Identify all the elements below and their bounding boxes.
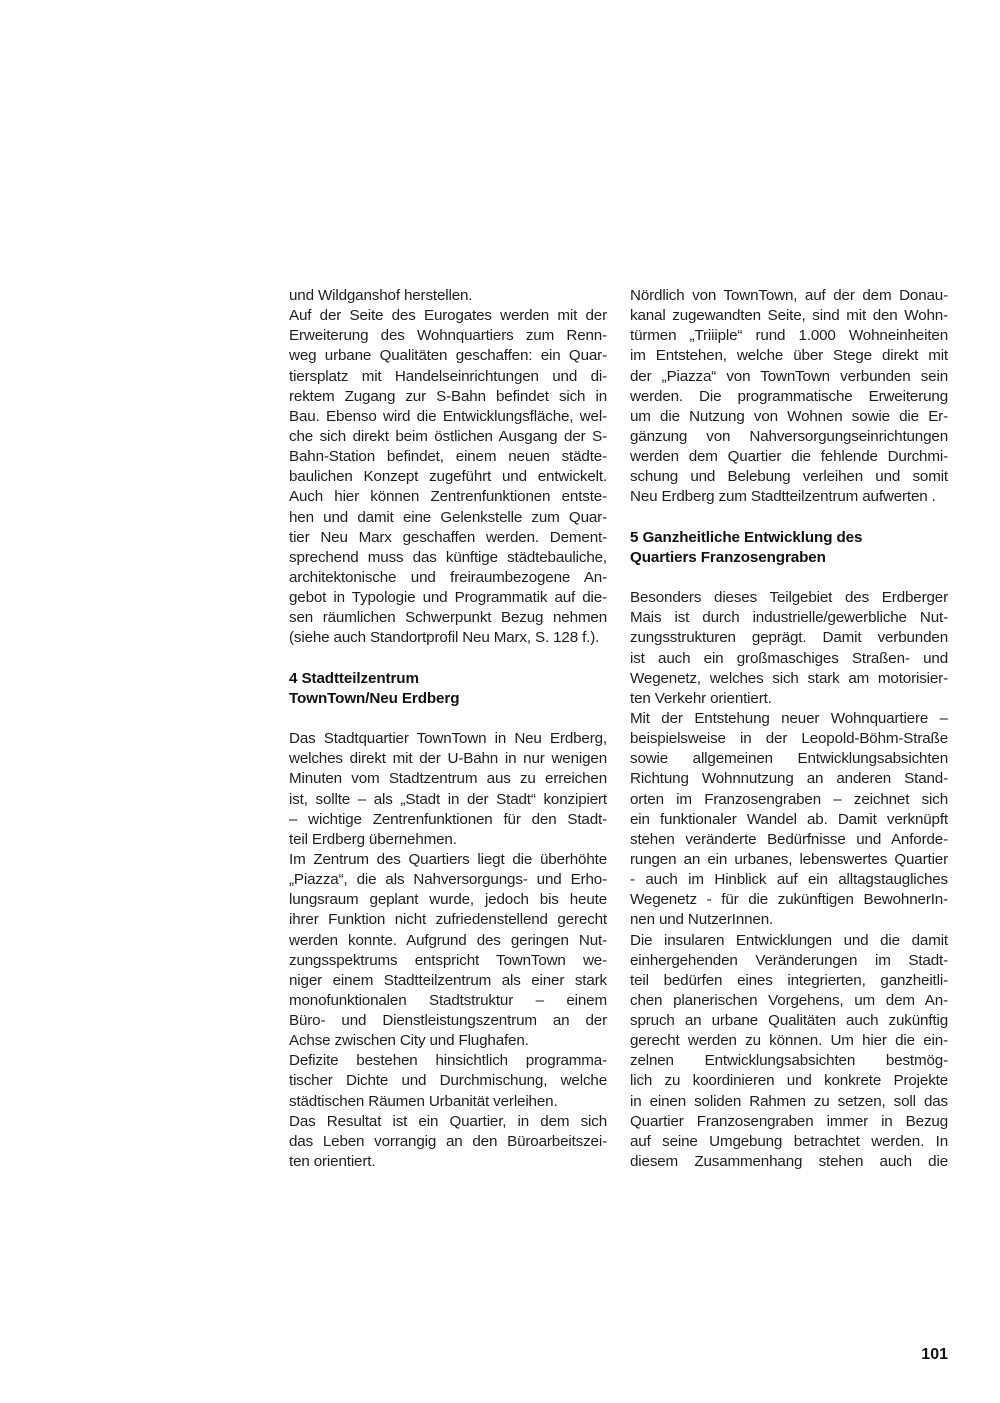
text-line: sen räumlichen Schwerpunkt Bezug nehmen [289, 609, 607, 627]
text-line: Nördlich von TownTown, auf der dem Donau- [630, 287, 948, 304]
section-4-heading [289, 669, 607, 709]
text-line: gebot in Typologie und Programmatik auf die- [289, 589, 607, 607]
text-line: Auf der Seite des Eurogates werden mit der [289, 307, 607, 325]
text-line: ten orientiert. [289, 1153, 376, 1171]
text-line: hen und damit eine Gelenkstelle zum Quar- [289, 508, 607, 526]
spacer [289, 649, 607, 669]
text-line: Wegenetz - für die zukünftigen BewohnerIn- [630, 891, 948, 909]
spacer [630, 568, 948, 588]
text-line: rungen an ein urbanes, lebenswertes Quartier [630, 850, 948, 868]
text-line: ihrer Funktion nicht zufriedenstellend gerecht [289, 911, 607, 929]
text-line: stehen veränderte Bedürfnisse und Anforde- [630, 830, 948, 848]
text-line: che sich direkt beim östlichen Ausgang der S- [289, 427, 607, 445]
text-line: werden. Die programmatische Erweiterung [630, 387, 948, 405]
heading-line: 4 Stadtteilzentrum [289, 669, 419, 687]
text-line: einhergehenden Veränderungen im Stadt- [630, 951, 948, 969]
text-line: „Piazza“, die als Nahversorgungs- und Erho- [289, 871, 607, 889]
text-line: sprechend muss das künftige städtebauliche, [289, 548, 607, 566]
text-line: werden konnte. Aufgrund des geringen Nut- [289, 931, 607, 949]
intro-paragraph-right [630, 286, 948, 508]
text-line: ist, sollte – als „Stadt in der Stadt“ konzipiert [289, 790, 607, 808]
section-4-body [289, 729, 607, 1172]
page-number: 101 [921, 1346, 948, 1363]
text-line: welches direkt mit der U-Bahn in nur wenigen [289, 750, 607, 768]
heading-line: TownTown/Neu Erdberg [289, 689, 460, 707]
text-line: auf seine Umgebung betrachtet werden. In [630, 1132, 948, 1150]
text-line: sowie allgemeinen Entwicklungsabsichten [630, 750, 948, 768]
text-line: Bau. Ebenso wird die Entwicklungsfläche, wel- [289, 407, 607, 425]
text-line: beispielsweise in der Leopold-Böhm-Straße [630, 730, 948, 748]
text-line: kanal zugewandten Seite, sind mit den Wohn- [630, 307, 948, 325]
text-line: weg urbane Qualitäten geschaffen: ein Quar- [289, 347, 607, 365]
text-line: gerecht werden zu können. Um hier die ein- [630, 1032, 948, 1050]
text-line: der „Piazza“ von TownTown verbunden sein [630, 367, 948, 385]
text-line: orten im Franzosengraben – zeichnet sich [630, 790, 948, 808]
text-line: zelnen Entwicklungsabsichten bestmög- [630, 1052, 948, 1070]
text-line: Bahn-Station befindet, einem neuen städte- [289, 448, 607, 466]
text-line: Im Zentrum des Quartiers liegt die überhöhte [289, 850, 607, 868]
text-line: tier Neu Marx geschaffen werden. Dement- [289, 528, 607, 546]
text-line: im Entstehen, welche über Stege direkt mit [630, 347, 948, 365]
text-line: gänzung von Nahversorgungseinrichtungen [630, 427, 948, 445]
text-line: das Leben vorrangig an den Büroarbeitszei- [289, 1132, 607, 1150]
text-line: Wegenetz, welches sich stark am motorisier- [630, 669, 948, 687]
text-line: ist auch ein großmaschiges Straßen- und [630, 649, 948, 667]
text-line: ten Verkehr orientiert. [630, 689, 772, 707]
text-line: städtischen Räumen Urbanität verleihen. [289, 1092, 558, 1110]
text-line: Mit der Entstehung neuer Wohnquartiere – [630, 709, 948, 727]
spacer [630, 508, 948, 528]
text-line: zungsspektrums entspricht TownTown we- [289, 951, 607, 969]
text-line: teil bedürfen eines integrierten, ganzheitli- [630, 971, 948, 989]
text-line: Defizite bestehen hinsichtlich programma- [289, 1052, 607, 1070]
text-line: spruch an urbane Qualitäten auch zukünftig [630, 1012, 948, 1030]
text-line: lich zu koordinieren und konkrete Projekte [630, 1072, 948, 1090]
text-line: tischer Dichte und Durchmischung, welche [289, 1072, 607, 1090]
heading-line: 5 Ganzheitliche Entwicklung des [630, 528, 863, 546]
text-line: Auch hier können Zentrenfunktionen entste- [289, 488, 607, 506]
text-line: lungsraum geplant wurde, jedoch bis heute [289, 891, 607, 909]
section-5-body [630, 588, 948, 1172]
text-line: Das Resultat ist ein Quartier, in dem sich [289, 1112, 607, 1130]
text-line: Erweiterung des Wohnquartiers zum Renn- [289, 327, 607, 345]
text-line: in einen soliden Rahmen zu setzen, soll das [630, 1092, 948, 1110]
text-line: niger einem Stadtteilzentrum als einer stark [289, 971, 607, 989]
text-line: werden dem Quartier die fehlende Durchmi- [630, 448, 948, 466]
spacer [289, 709, 607, 729]
left-column [289, 286, 607, 1172]
text-line: architektonische und freiraumbezogene An- [289, 568, 607, 586]
text-line: Richtung Wohnnutzung an anderen Stand- [630, 770, 948, 788]
text-line: und Wildganshof herstellen. [289, 287, 473, 304]
text-line: schung und Belebung verleihen und somit [630, 468, 948, 486]
text-line: chen planerischen Vorgehens, um dem An- [630, 991, 948, 1009]
text-line: Quartier Franzosengraben immer in Bezug [630, 1112, 948, 1130]
text-line: ein funktionaler Wandel ab. Damit verknüpft [630, 810, 948, 828]
text-line: Das Stadtquartier TownTown in Neu Erdberg, [289, 730, 607, 748]
text-line: Mais ist durch industrielle/gewerbliche Nut- [630, 609, 948, 627]
text-line: diesem Zusammenhang stehen auch die [630, 1153, 948, 1171]
text-line: tiersplatz mit Handelseinrichtungen und di- [289, 367, 607, 385]
text-line: Neu Erdberg zum Stadtteilzentrum aufwerten . [630, 488, 936, 506]
text-line: Minuten vom Stadtzentrum aus zu erreichen [289, 770, 607, 788]
right-column [630, 286, 948, 1172]
text-line: um die Nutzung von Wohnen sowie die Er- [630, 407, 948, 425]
text-line: türmen „Triiiple“ rund 1.000 Wohneinheiten [630, 327, 948, 345]
text-line: zungsstrukturen geprägt. Damit verbunden [630, 629, 948, 647]
text-line: teil Erdberg übernehmen. [289, 830, 457, 848]
heading-line: Quartiers Franzosengraben [630, 548, 826, 566]
text-line: – wichtige Zentrenfunktionen für den Stadt- [289, 810, 607, 828]
text-line: rektem Zugang zur S-Bahn befindet sich in [289, 387, 607, 405]
section-5-heading [630, 528, 948, 568]
text-line: monofunktionalen Stadtstruktur – einem [289, 991, 607, 1009]
text-line: Achse zwischen City und Flughafen. [289, 1032, 529, 1050]
text-line: - auch im Hinblick auf ein alltagstaugliches [630, 871, 948, 889]
text-line: Besonders dieses Teilgebiet des Erdberger [630, 589, 948, 607]
text-line: Büro- und Dienstleistungszentrum an der [289, 1012, 607, 1030]
text-line: Die insularen Entwicklungen und die damit [630, 931, 948, 949]
text-line: (siehe auch Standortprofil Neu Marx, S. 128 f.). [289, 629, 600, 647]
text-line: baulichen Konzept zugeführt und entwickelt. [289, 468, 607, 486]
text-line: nen und NutzerInnen. [630, 911, 774, 929]
intro-paragraph-left [289, 286, 607, 649]
